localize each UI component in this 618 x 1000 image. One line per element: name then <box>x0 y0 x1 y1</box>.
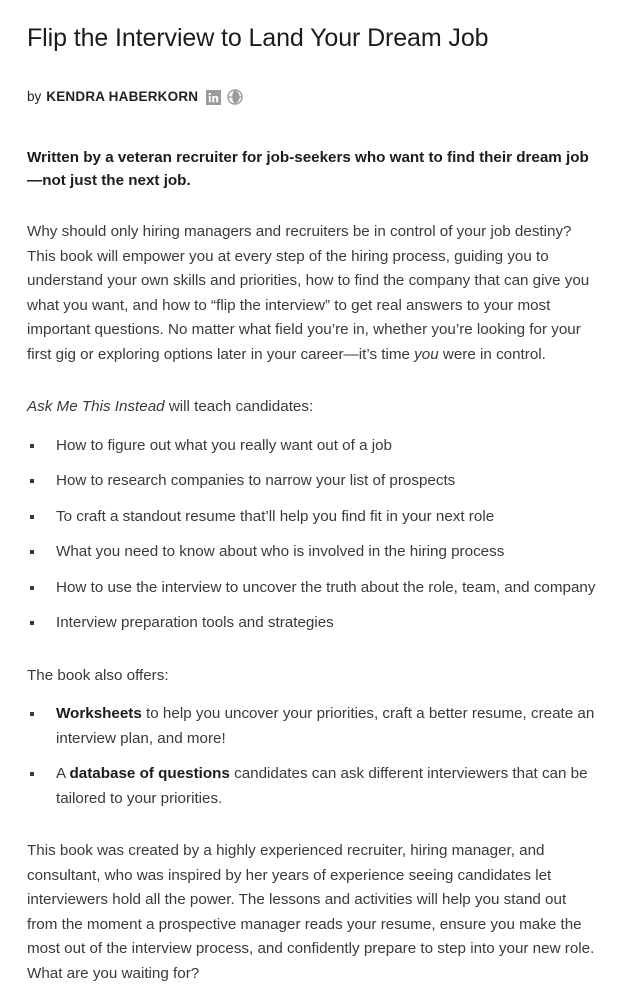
list-item <box>27 540 600 565</box>
intro-paragraph-tail: were in control. <box>438 345 546 363</box>
byline-social-icons <box>206 89 243 105</box>
list-item-label: How to use the interview to uncover the truth about the role, team, and company <box>56 578 596 596</box>
list-1-intro <box>27 367 600 420</box>
square-bullet-icon <box>30 515 34 519</box>
intro-paragraph <box>27 192 600 367</box>
list-item-label: How to research companies to narrow your list of prospects <box>56 472 456 489</box>
list-item-label: What you need to know about who is involved in the hiring process <box>56 543 505 560</box>
square-bullet-icon <box>30 444 34 448</box>
lead-paragraph: Written by a veteran recruiter for job-seekers who want to find their dream job—not just the next job. <box>27 149 589 189</box>
list-item-label: How to figure out what you really want out of a job <box>56 436 393 454</box>
list-item-label: candidates can ask different interviewers that can be tailored to your priorities. <box>56 765 588 807</box>
list-item-label: Interview preparation tools and strategies <box>56 614 334 631</box>
byline <box>27 88 600 106</box>
square-bullet-icon <box>30 586 34 590</box>
list-item <box>27 576 600 601</box>
list-item-label: to help you uncover your priorities, craft a better resume, create an interview plan, and more! <box>56 705 595 747</box>
page-title: Flip the Interview to Land Your Dream Job <box>27 24 489 52</box>
intro-paragraph-emphasis: you <box>414 345 439 363</box>
square-bullet-icon <box>30 479 34 483</box>
teaching-points-list <box>27 420 600 636</box>
square-bullet-icon <box>30 621 34 625</box>
book-title-italic: Ask Me This Instead <box>27 398 165 415</box>
closing-paragraph: This book was created by a highly experienced recruiter, hiring manager, and consultant, who was inspired by her years of experience seeing candidates let interviewers hold all the power. The lessons and activities will help you stand out from the moment a prospective manager reads your resume, ensure you make the most out of the interview process, and confidently prepare to step into your new role. What are you waiting for? <box>27 842 595 982</box>
list-item <box>27 611 600 636</box>
square-bullet-icon <box>30 772 34 776</box>
list-2-intro: The book also offers: <box>27 666 169 684</box>
list-item-prefix: A <box>56 765 70 782</box>
square-bullet-icon <box>30 550 34 554</box>
list-item <box>27 702 600 751</box>
linkedin-icon[interactable] <box>206 90 221 105</box>
list-item <box>27 434 600 459</box>
list-1-intro-tail: will teach candidates: <box>164 398 314 415</box>
list-item-label: To craft a standout resume that’ll help you find fit in your next role <box>56 507 495 525</box>
intro-paragraph-text: Why should only hiring managers and recruiters be in control of your job destiny? This book will empower you at every step of the hiring process, guiding you to understand your own skills and priorities, how to find the company that can give you what you want, and how to “flip the interview” to get real answers to your most important questions. No matter what field you’re in, whether you’re looking for your first gig or exploring options later in your career—it’s time <box>27 223 590 363</box>
byline-author-name: KENDRA HABERKORN <box>46 89 199 104</box>
byline-prefix: by <box>27 89 42 104</box>
list-item-bold-lead: Worksheets <box>56 705 142 722</box>
list-item <box>27 505 600 530</box>
list-item <box>27 762 600 811</box>
globe-icon[interactable] <box>227 89 243 105</box>
list-item-bold-lead: database of questions <box>69 765 230 782</box>
square-bullet-icon <box>30 712 34 716</box>
book-offers-list <box>27 688 600 811</box>
list-item <box>27 469 600 494</box>
